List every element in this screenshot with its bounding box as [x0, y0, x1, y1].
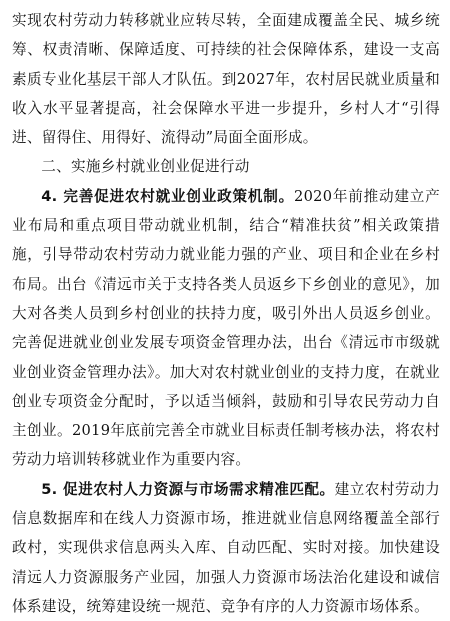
item-5-title: 5. 促进农村人力资源与市场需求精准匹配。	[41, 480, 335, 498]
paragraph-1: 实现农村劳动力转移就业应转尽转，全面建成覆盖全民、城乡统筹、权责清晰、保障适度、可持续的社会保障体系，建设一支高素质专业化基层干部人才队伍。到2027年，农村居民就业质量和收入水平显著提高，社会保障水平进一步提升，乡村人才“引得进、留得住、用得好、流得动”局面全面形成。	[12, 12, 440, 147]
section-heading: 二、实施乡村就业创业促进行动	[41, 158, 250, 176]
item-4-body: 2020年前推动建立产业布局和重点项目带动就业机制，结合“精准扶贫”相关政策措施，引导带动农村劳动力就业能力强的产业、项目和企业在乡村布局。出台《清远市关于支持各类人员返乡下乡创业的意见》，加大对各类人员到乡村创业的扶持力度，吸引外出人员返乡创业。完善促进就业创业发展专项资金管理办法，出台《清远市市级就业创业资金管理办法》。加大对农村就业创业的支持力度，在就业创业专项资金分配时，予以适当倾斜，鼓励和引导农民劳动力自主创业。2019年底前完善全市就业目标责任制考核办法，将农村劳动力培训转移就业作为重要内容。	[12, 187, 440, 469]
item-5-body: 建立农村劳动力信息数据库和在线人力资源市场，推进就业信息网络覆盖全部行政村，实现供求信息两头入库、自动匹配、实时对接。加快建设清远人力资源服务产业园，加强人力资源市场法治化建设和诚信体系建设，统筹建设统一规范、竞争有序的人力资源市场体系。	[12, 480, 440, 615]
item-5-paragraph	[12, 475, 440, 621]
item-4-title: 4. 完善促进农村就业创业政策机制。	[41, 187, 295, 205]
item-4-paragraph	[12, 182, 440, 475]
